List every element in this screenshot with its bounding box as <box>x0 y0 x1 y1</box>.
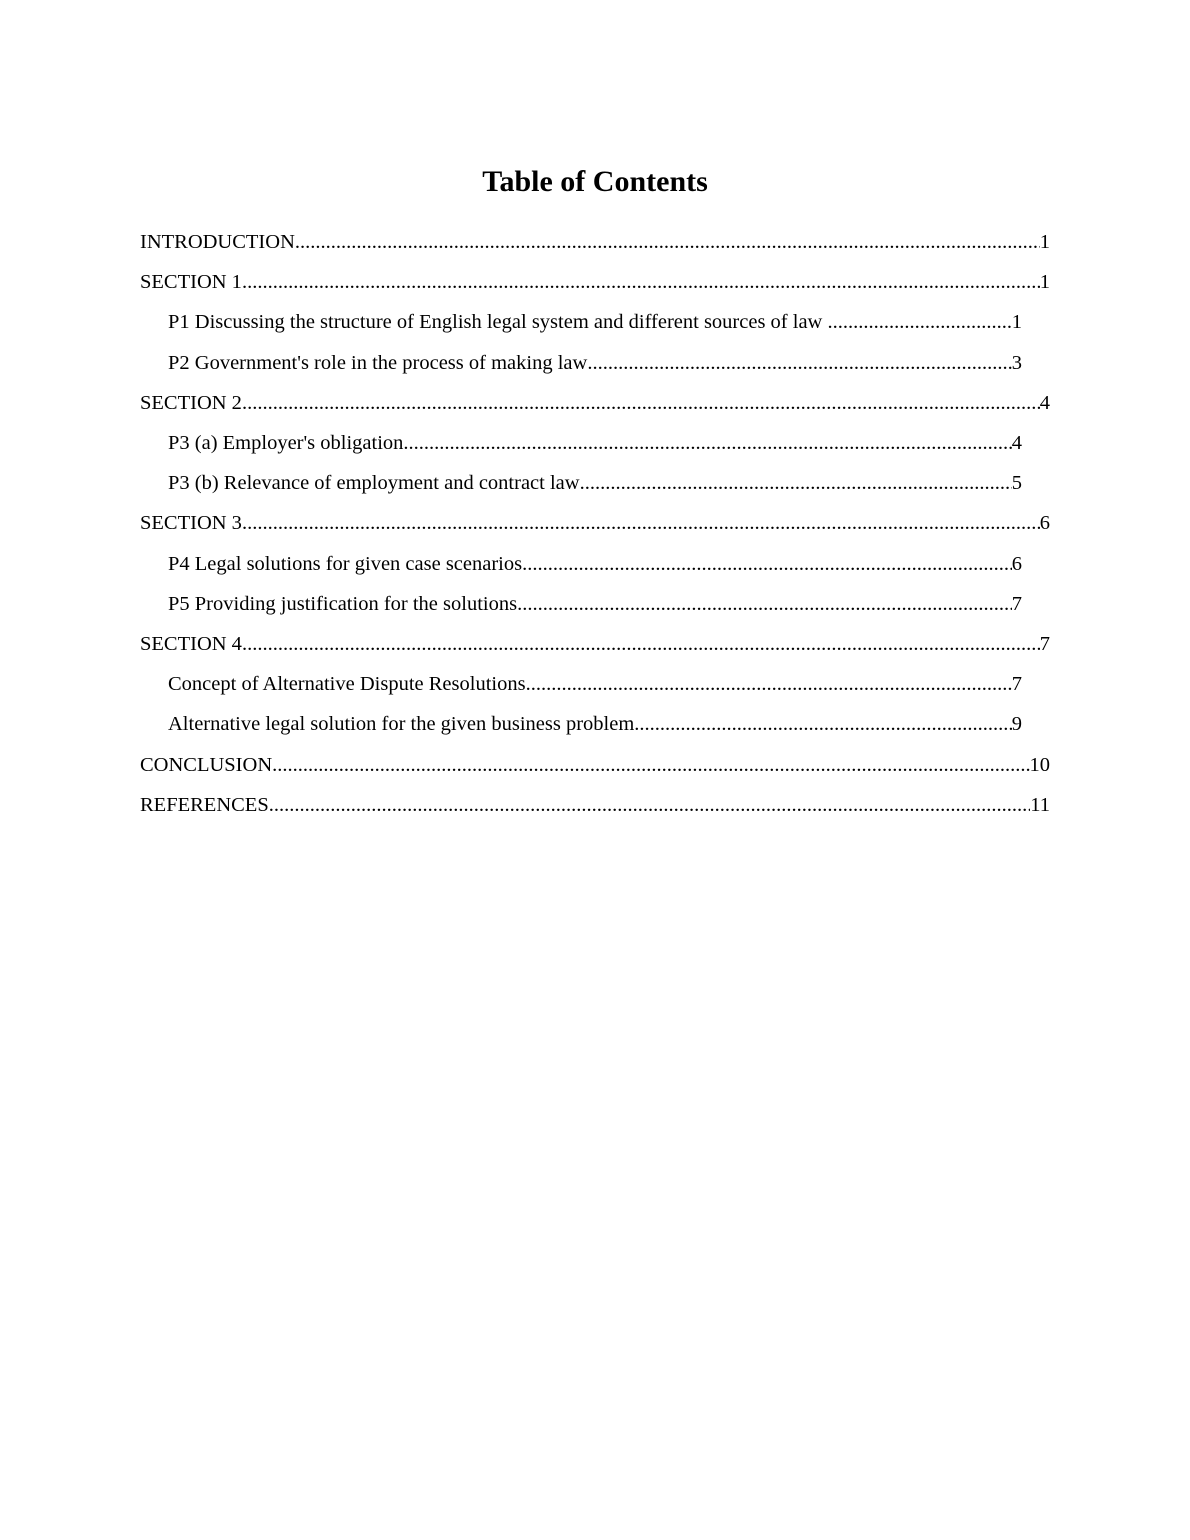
toc-entry-conclusion[interactable] <box>140 744 1050 784</box>
toc-page-number: 1 <box>1039 231 1050 254</box>
toc-entry-text: SECTION 1 <box>140 271 242 294</box>
toc-leader-dots <box>526 672 1012 696</box>
toc-entry-alternative-solution[interactable] <box>168 704 1022 744</box>
toc-leader-dots <box>272 753 1029 777</box>
toc-entry-text: P3 (a) Employer's obligation <box>168 432 404 455</box>
toc-page-number: 7 <box>1011 673 1022 696</box>
toc-entry-text: P4 Legal solutions for given case scenarios <box>168 552 523 575</box>
toc-page-number: 10 <box>1029 753 1050 776</box>
toc-leader-dots <box>517 592 1012 616</box>
toc-leader-dots <box>403 431 1011 455</box>
toc-entry-text: Alternative legal solution for the given business problem <box>168 713 635 736</box>
toc-entry-references[interactable] <box>140 785 1050 825</box>
toc-entry-p1[interactable] <box>168 302 1022 342</box>
toc-leader-dots <box>242 391 1040 415</box>
toc-entry-text: P5 Providing justification for the solutions <box>168 592 518 615</box>
toc-page-number: 3 <box>1011 351 1022 374</box>
toc-entry-text: INTRODUCTION <box>140 231 295 254</box>
toc-leader-dots <box>242 632 1040 656</box>
toc-entry-text: SECTION 2 <box>140 391 242 414</box>
toc-entry-section-3[interactable] <box>140 503 1050 543</box>
toc-leader-dots <box>242 511 1040 535</box>
toc-leader-dots <box>827 310 1011 334</box>
toc-page-number: 7 <box>1039 632 1050 655</box>
toc-entry-adr-concept[interactable] <box>168 664 1022 704</box>
toc-entry-text: Concept of Alternative Dispute Resolutions <box>168 673 526 696</box>
toc-entry-section-2[interactable] <box>140 383 1050 423</box>
toc-leader-dots <box>295 230 1040 254</box>
toc-page-number: 11 <box>1030 793 1050 816</box>
toc-entry-introduction[interactable] <box>140 222 1050 262</box>
toc-page-number: 9 <box>1011 713 1022 736</box>
toc-leader-dots <box>242 270 1040 294</box>
toc-entry-text: REFERENCES <box>140 793 269 816</box>
toc-entry-text: SECTION 3 <box>140 512 242 535</box>
toc-page-number: 4 <box>1039 391 1050 414</box>
toc-leader-dots <box>522 552 1012 576</box>
toc-leader-dots <box>580 471 1012 495</box>
toc-entry-p3a[interactable] <box>168 423 1022 463</box>
toc-page-number: 6 <box>1039 512 1050 535</box>
toc-entry-section-4[interactable] <box>140 624 1050 664</box>
toc-page-number: 1 <box>1039 271 1050 294</box>
toc-entry-text: CONCLUSION <box>140 753 273 776</box>
toc-entry-text: P2 Government's role in the process of making law <box>168 351 588 374</box>
toc-list <box>0 222 1190 825</box>
toc-title: Table of Contents <box>482 165 708 198</box>
toc-page-number: 1 <box>1011 311 1022 334</box>
toc-entry-p3b[interactable] <box>168 463 1022 503</box>
toc-leader-dots <box>269 793 1031 817</box>
toc-page-number: 7 <box>1011 592 1022 615</box>
toc-entry-p4[interactable] <box>168 544 1022 584</box>
toc-page-number: 6 <box>1011 552 1022 575</box>
toc-page-number: 4 <box>1011 432 1022 455</box>
toc-leader-dots <box>634 712 1011 736</box>
toc-entry-text: SECTION 4 <box>140 632 242 655</box>
toc-page-number: 5 <box>1011 472 1022 495</box>
toc-entry-text: P3 (b) Relevance of employment and contract law <box>168 472 580 495</box>
toc-entry-p5[interactable] <box>168 584 1022 624</box>
toc-leader-dots <box>587 351 1011 375</box>
toc-entry-section-1[interactable] <box>140 262 1050 302</box>
toc-entry-p2[interactable] <box>168 343 1022 383</box>
toc-entry-text: P1 Discussing the structure of English legal system and different sources of law <box>168 311 828 334</box>
